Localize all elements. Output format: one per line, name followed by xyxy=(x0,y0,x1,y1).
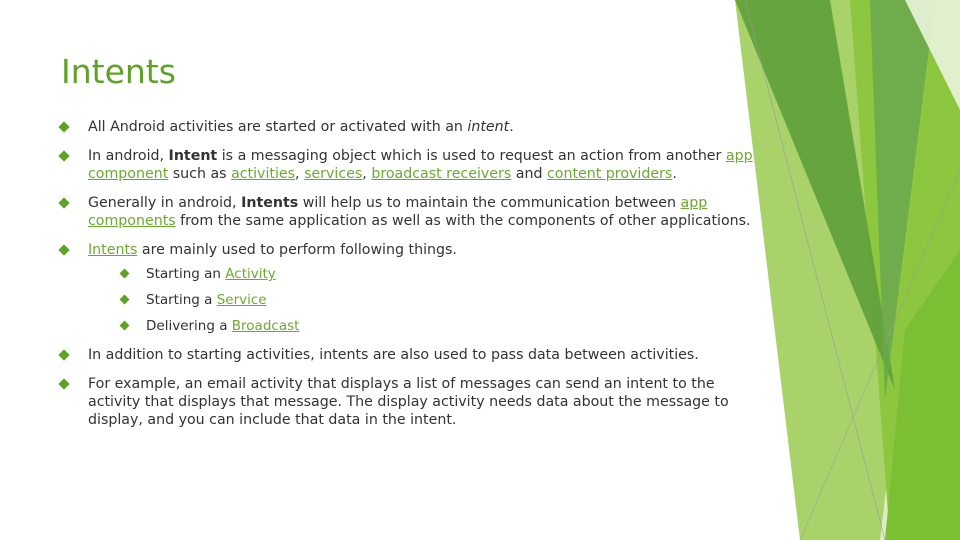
diamond-bullet-icon xyxy=(58,244,69,255)
sub-bullet-text xyxy=(146,266,276,282)
sub-bullet-text xyxy=(146,318,299,334)
sub-bullet-item xyxy=(88,265,760,283)
inline-link[interactable]: app components xyxy=(88,195,708,229)
text-run: , xyxy=(362,166,372,182)
slide-title: Intents xyxy=(61,52,176,91)
bullet-text xyxy=(88,195,751,229)
diamond-bullet-icon xyxy=(58,150,69,161)
inline-link[interactable]: services xyxy=(304,166,363,182)
bullet-list xyxy=(60,118,760,440)
inline-link[interactable]: Intents xyxy=(88,242,138,258)
bullet-item xyxy=(60,147,760,183)
bullet-item xyxy=(60,346,760,364)
text-run: All Android activities are started or activated with an xyxy=(88,119,468,135)
diamond-bullet-icon xyxy=(58,197,69,208)
sub-bullet-item xyxy=(88,291,760,309)
text-run: such as xyxy=(168,166,232,182)
bold-text: Intents xyxy=(241,195,299,211)
italic-text: intent xyxy=(467,119,510,135)
text-run: . xyxy=(672,166,677,182)
diamond-bullet-icon xyxy=(120,295,130,305)
bullet-text xyxy=(88,376,729,428)
inline-link[interactable]: Service xyxy=(216,292,267,308)
text-run: Generally in android, xyxy=(88,195,242,211)
text-run: and xyxy=(511,166,547,182)
text-run: are mainly used to perform following things. xyxy=(137,242,457,258)
text-run: is a messaging object which is used to request an action from another xyxy=(217,148,726,164)
bold-text: Intent xyxy=(168,148,218,164)
diamond-bullet-icon xyxy=(58,349,69,360)
inline-link[interactable]: activities xyxy=(231,166,296,182)
diamond-bullet-icon xyxy=(120,269,130,279)
inline-link[interactable]: Activity xyxy=(225,266,276,282)
diamond-bullet-icon xyxy=(58,378,69,389)
text-run: Starting a xyxy=(146,292,217,308)
bullet-item xyxy=(60,118,760,136)
text-run: Delivering a xyxy=(146,318,232,334)
bullet-text xyxy=(88,347,699,363)
text-run: In android, xyxy=(88,148,169,164)
text-run: . xyxy=(509,119,514,135)
bullet-item xyxy=(60,241,760,335)
bullet-item xyxy=(60,375,760,429)
bullet-item xyxy=(60,194,760,230)
text-run: from the same application as well as with the components of other applications. xyxy=(175,213,751,229)
text-run: Starting an xyxy=(146,266,226,282)
text-run: will help us to maintain the communication between xyxy=(298,195,681,211)
diamond-bullet-icon xyxy=(58,121,69,132)
diamond-bullet-icon xyxy=(120,321,130,331)
text-run: In addition to starting activities, intents are also used to pass data between activities. xyxy=(88,347,699,363)
text-run: For example, an email activity that displays a list of messages can send an intent to the activity that displays that message. The display activity needs data about the message to display, and you can include that data in the intent. xyxy=(88,376,729,428)
bullet-text xyxy=(88,242,457,258)
inline-link[interactable]: app component xyxy=(88,148,753,182)
bullet-text xyxy=(88,148,753,182)
sub-bullet-list xyxy=(88,265,760,335)
inline-link[interactable]: broadcast receivers xyxy=(371,166,512,182)
sub-bullet-text xyxy=(146,292,267,308)
inline-link[interactable]: Broadcast xyxy=(231,318,300,334)
sub-bullet-item xyxy=(88,317,760,335)
inline-link[interactable]: content providers xyxy=(546,166,673,182)
bullet-text xyxy=(88,119,514,135)
text-run: , xyxy=(295,166,305,182)
